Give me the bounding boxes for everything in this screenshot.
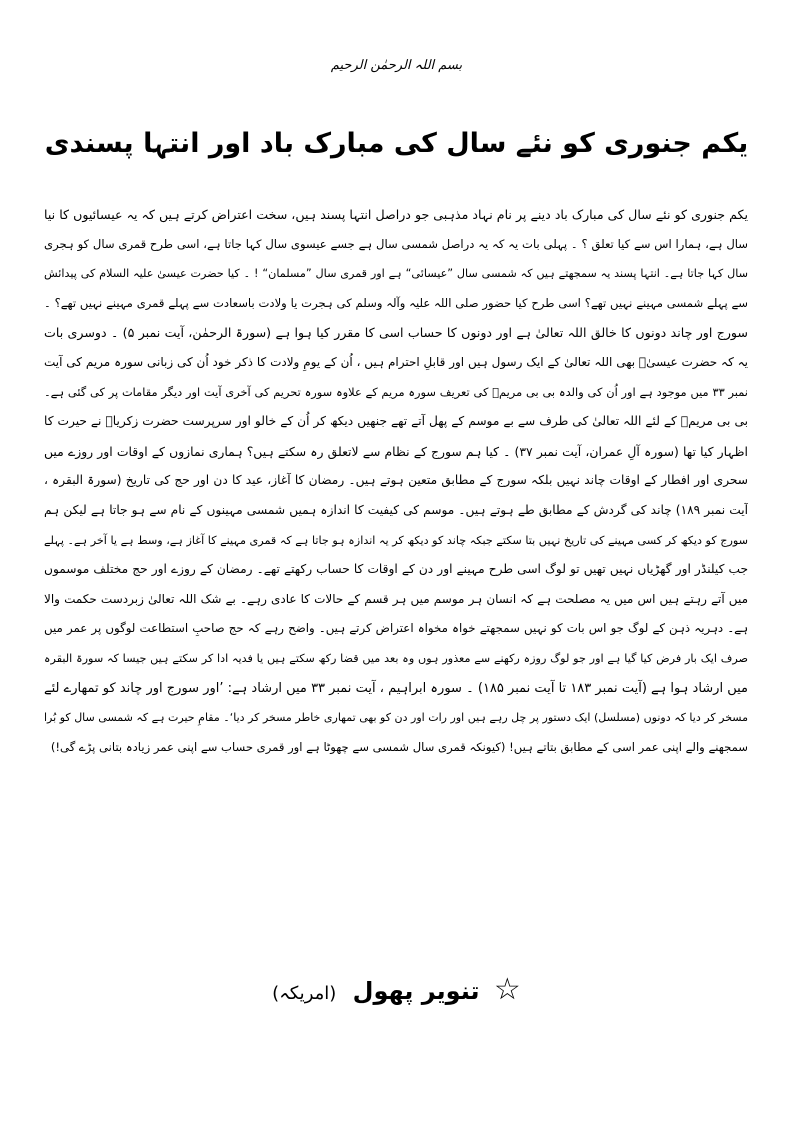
body-line: سحری اور افطار کے اوقات چاند نہیں بلکہ سورج کے مطابق متعین ہوتے ہیں۔ رمضان کا آغاز، عید کا دن اور حج کی تاریخ (سورۃ البقرہ ، — [44, 473, 748, 488]
page-title: یکم جنوری کو نئے سال کی مبارک باد اور انتہا پسندی — [44, 128, 749, 159]
body-line: سے پہلے شمسی مہینے نہیں تھے؟ اسی طرح کیا حضور صلی اللہ علیہ وآلہ وسلم کی ہجرت یا ولادت باسعادت سے پہلے قمری مہینے نہیں تھے؟ ۔ — [44, 295, 748, 310]
bismillah-header: بسم اللہ الرحمٰن الرحیم — [330, 58, 463, 73]
body-line: یہ کہ حضرت عیسیٰؑ بھی اللہ تعالیٰ کے ایک رسول ہیں اور قابلِ احترام ہیں ، اُن کے یومِ ولادت کا ذکر خود اُن کی زبانی سورہ مریم کی آیت — [44, 354, 748, 369]
author-name: تنویر پھول — [352, 977, 480, 1005]
author-signature — [0, 972, 793, 1007]
star-icon: ☆ — [493, 972, 521, 1007]
body-line: سال ہے، ہمارا اس سے کیا تعلق ؟ ۔ پہلی بات یہ کہ یہ دراصل شمسی سال ہے جسے عیسوی سال کہا جاتا ہے، اسی طرح قمری سال کو ہجری — [44, 236, 748, 251]
body-line: اظہار کیا تھا (سورہ آلِ عمران، آیت نمبر ۳۷) ۔ کیا ہم سورج کے نظام سے لاتعلق رہ سکتے ہیں؟ ہماری نمازوں کے اوقات اور روزے میں — [44, 443, 748, 459]
body-line: میں ارشاد ہوا ہے (آیت نمبر ۱۸۳ تا آیت نمبر ۱۸۵) ۔ سورہ ابراہیم ، آیت نمبر ۳۳ میں ارشاد ہے: ’اور سورج اور چاند کو تمھارے لئے — [44, 680, 748, 696]
body-line: مسخر کر دیا کہ دونوں (مسلسل) ایک دستور پر چل رہے ہیں اور رات اور دن کو بھی تمھاری خاطر مسخر کر دیا‘۔ مقامِ حیرت ہے کہ شمسی سال کو بُرا — [44, 711, 748, 725]
body-line: سورج اور چاند دونوں کا خالق اللہ تعالیٰ ہے اور دونوں کا حساب اسی کا مقرر کیا ہوا ہے (سورۃ الرحمٰن، آیت نمبر ۵) ۔ دوسری بات — [44, 325, 748, 341]
author-location: (امریکہ) — [272, 983, 337, 1004]
body-line: ہے۔ دہریہ ذہن کے لوگ جو اس بات کو نہیں سمجھتے خواہ مخواہ اعتراض کرتے ہیں۔ واضح رہے کہ حج صاحبِ استطاعت لوگوں پر عمر میں — [44, 621, 748, 636]
body-line: آیت نمبر ۱۸۹) چاند کی گردش کے مطابق طے ہوتے ہیں۔ موسم کی کیفیت کا اندازہ ہمیں شمسی مہینوں کے نام سے ہو جاتا ہے لیکن ہم — [44, 502, 748, 517]
body-line: میں آتے رہتے ہیں اس میں یہ مصلحت ہے کہ انسان ہر موسم میں ہر قسم کے حالات کا عادی رہے۔ بے شک اللہ تعالیٰ زبردست حکمت والا — [44, 591, 748, 606]
body-line: نمبر ۳۳ میں موجود ہے اور اُن کی والدہ بی بی مریمؑ کی تعریف سورہ مریم کے علاوہ سورہ تحریم کی آخری آیت اور دیگر مقامات پر کی گئی ہے۔ — [44, 384, 748, 399]
body-line: یکم جنوری کو نئے سال کی مبارک باد دینے پر نام نہاد مذہبی جو دراصل انتہا پسند ہیں، سخت اعتراض کرتے ہیں کہ یہ عیسائیوں کا نیا — [44, 207, 748, 222]
body-line: صرف ایک بار فرض کیا گیا ہے اور جو لوگ روزہ رکھنے سے معذور ہوں وہ بعد میں قضا رکھ سکتے ہیں یا فدیہ ادا کر سکتے ہیں جیسا کہ سورۃ البقرہ — [44, 651, 748, 665]
body-line: جب کیلنڈر اور گھڑیاں نہیں تھیں تو لوگ اسی طرح مہینے اور دن کے اوقات کا حساب رکھتے تھے۔ رمضان کے روزے اور حج مختلف موسموں — [44, 562, 748, 577]
body-line: بی بی مریمؑ کے لئے اللہ تعالیٰ کی طرف سے بے موسم کے پھل آتے تھے جنھیں دیکھ کر اُن کے خالو اور سرپرست حضرت زکریاؑ نے حیرت کا — [44, 414, 748, 429]
body-line: سمجھنے والے اپنی عمر اسی کے مطابق بتاتے ہیں! (کیونکہ قمری سال شمسی سے چھوٹا ہے اور قمری حساب سے اپنی عمر زیادہ بتانی پڑے گی!) — [50, 739, 748, 754]
body-line: سال کہا جاتا ہے۔ انتہا پسند یہ سمجھتے ہیں کہ شمسی سال ”عیسائی“ ہے اور قمری سال ”مسلمان“ ! ۔ کیا حضرت عیسیٰ علیہ السلام کی پیدائش — [44, 267, 748, 281]
body-line: سورج کو دیکھ کر کسی مہینے کی تاریخ نہیں بتا سکتے جبکہ چاند کو دیکھ کر یہ اندازہ ہو جاتا ہے کہ قمری مہینے کا آغاز ہے، وسط ہے یا آخر ہے۔ پہلے — [44, 533, 748, 547]
article-body — [44, 200, 748, 762]
